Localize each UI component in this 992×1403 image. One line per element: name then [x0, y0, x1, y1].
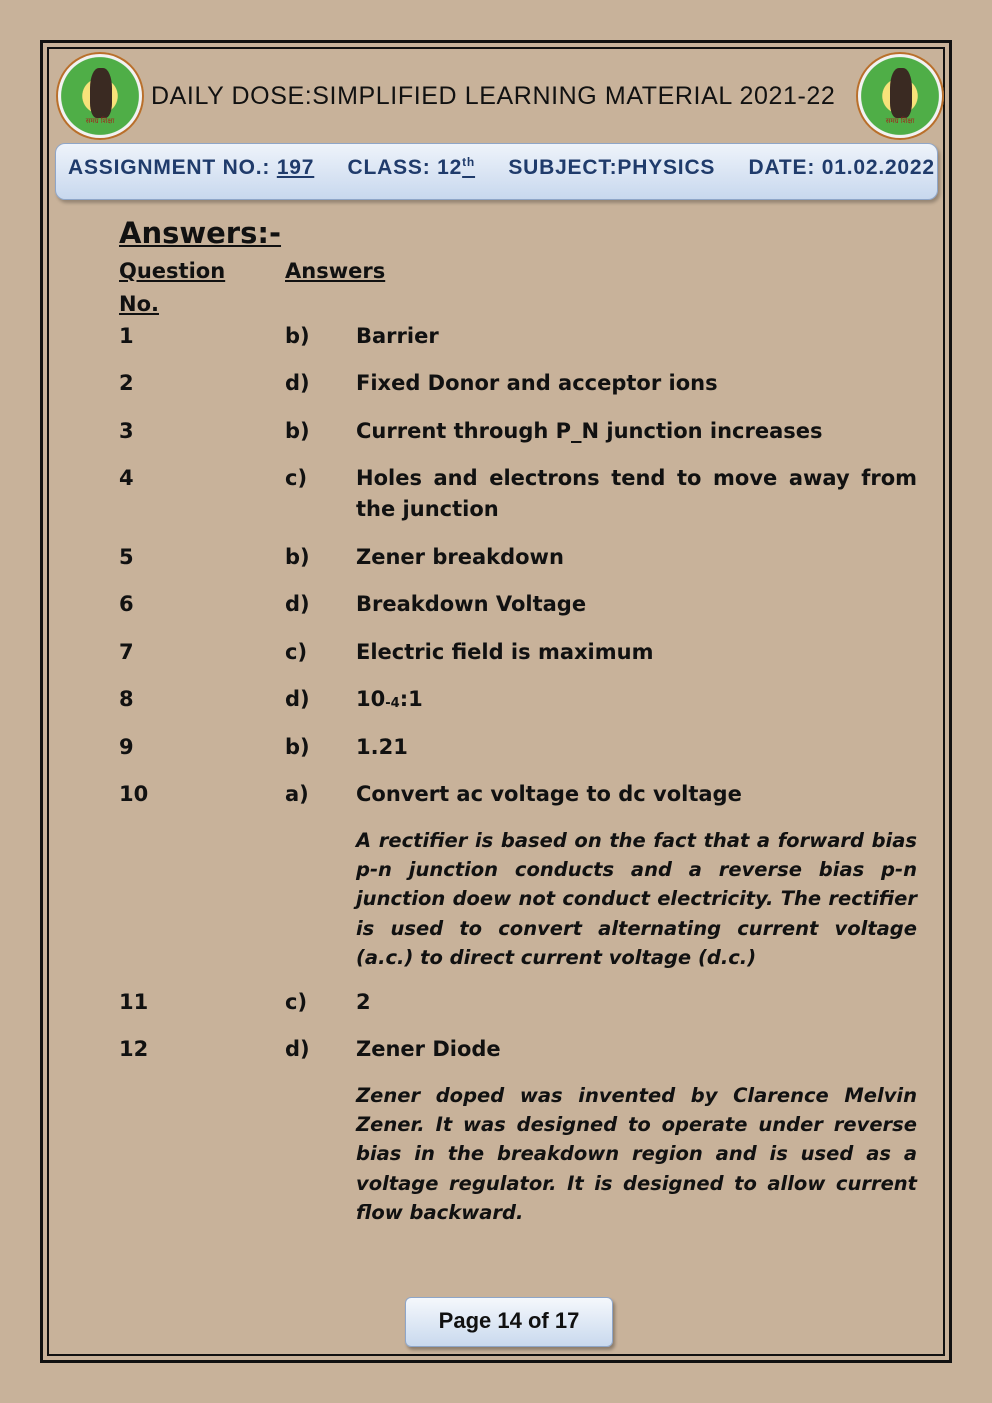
- logo-figure-icon: [890, 68, 912, 118]
- answer-explanation: A rectifier is based on the fact that a forward bias p-n junction conducts and a reverse bias p-n junction doew not conduct electricity. The rectifier is used to convert alternating current voltage (a.c.) to direct current voltage (d.c.): [356, 829, 917, 969]
- answers-heading: Answers:-: [119, 216, 282, 250]
- date-label: DATE:: [748, 156, 816, 179]
- class-value: 12th: [437, 155, 476, 179]
- answers-column-header: Answers: [285, 259, 386, 283]
- assignment-number: 197: [276, 156, 315, 179]
- class-label: CLASS:: [347, 156, 431, 179]
- samagra-shiksha-logo-right: [856, 52, 944, 140]
- logo-label: समग्र शिक्षा: [885, 117, 915, 125]
- document-title: DAILY DOSE:SIMPLIFIED LEARNING MATERIAL 2021-22: [151, 82, 836, 110]
- assignment-banner-text: [68, 155, 935, 180]
- answer-explanation: Zener doped was invented by Clarence Melvin Zener. It was designed to operate under reverse bias in the breakdown region and is used as a voltage regulator. It is designed to allow current flow backward.: [356, 1084, 917, 1224]
- subject-label: SUBJECT:PHYSICS: [508, 156, 716, 179]
- page-number: Page 14 of 17: [405, 1297, 613, 1347]
- question-column-header: Question No.: [119, 259, 226, 316]
- assignment-label: ASSIGNMENT NO.:: [68, 156, 271, 179]
- logo-figure-icon: [90, 68, 112, 118]
- samagra-shiksha-logo-left: [56, 52, 144, 140]
- date-value: 01.02.2022: [821, 156, 935, 179]
- logo-label: समग्र शिक्षा: [85, 117, 115, 125]
